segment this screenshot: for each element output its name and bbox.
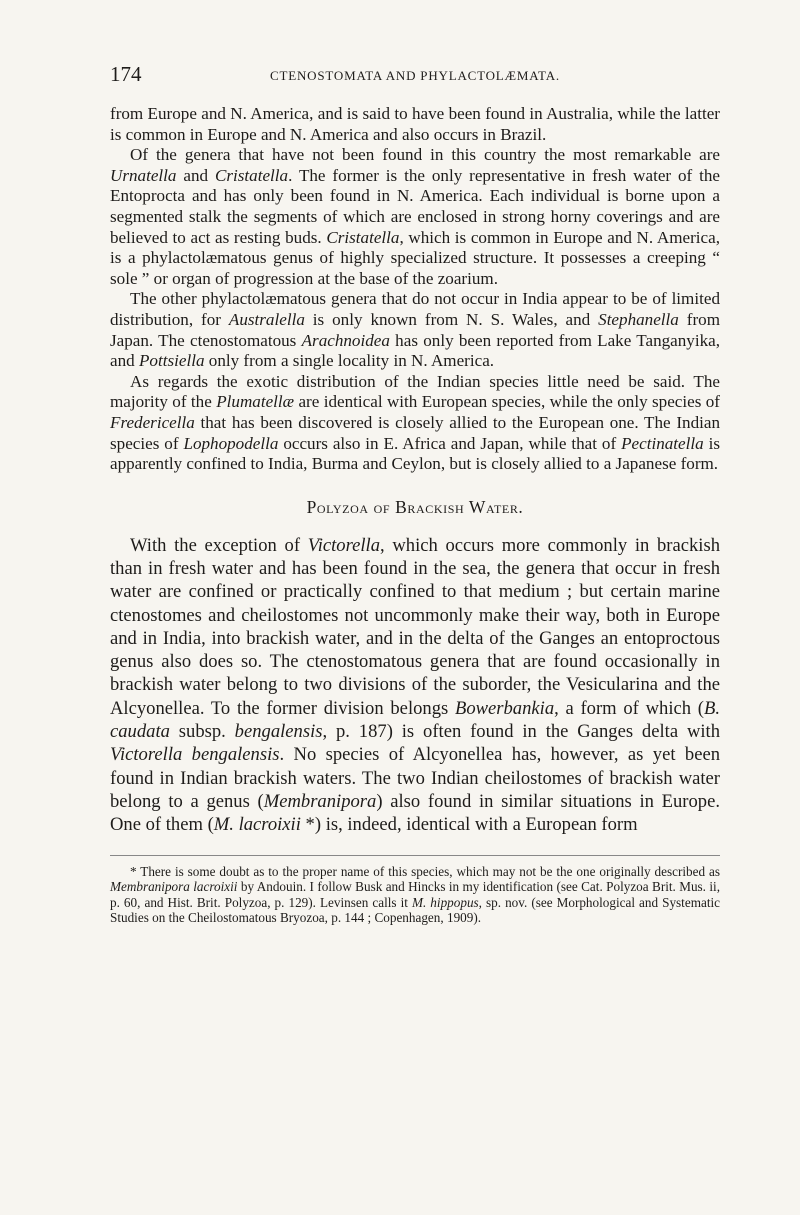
text-run: , a form of which ( [554, 697, 704, 719]
paragraph [110, 534, 720, 837]
italic-term: Fredericella [110, 412, 195, 432]
italic-term: bengalensis [234, 721, 323, 743]
footnote [110, 855, 720, 926]
text-run: occurs also in E. Africa and Japan, while that of [278, 433, 622, 453]
text-run: subsp. [169, 721, 235, 743]
italic-term: Stephanella [598, 309, 679, 329]
text-run: , which is common in Europe and N. America, is a phylactolæmatous genus of highly specialized structure. It possesses a creeping “ sole ” or organ of progression at the base of the zoarium. [110, 227, 720, 288]
body-text [110, 104, 720, 837]
paragraph [110, 372, 720, 475]
italic-term: Urnatella [110, 165, 177, 185]
paragraph [110, 145, 720, 289]
italic-term: Victorella bengalensis [110, 744, 280, 766]
italic-term: Membranipora lacroixii [110, 879, 238, 895]
text-run: that has been discovered is closely allied to the European one. The Indian species of [110, 412, 720, 453]
section-heading: Polyzoa of Brackish Water. [306, 496, 524, 517]
text-run: from Europe and N. America, and is said to have been found in Australia, while the latter is common in Europe and N. America and also occurs in Brazil. [110, 104, 720, 144]
text-run: ) also found in similar situations in Europe. One of them ( [110, 790, 720, 836]
text-run: are identical with European species, while the only species of [294, 392, 720, 412]
italic-term: Plumatellæ [216, 392, 295, 412]
text-run: Of the genera that have not been found in this country the most remarkable are [130, 145, 720, 165]
italic-term: Victorella [307, 534, 381, 556]
text-run: , which occurs more commonly in brackish than in fresh water and has been found in the sea, the genera that occur in fresh water are confined or practically confined to that medium ; but certain marine ctenostomes and cheilostomes not uncommonly make their way, both in Europe and in India, into brackish water, and in the delta of the Ganges an entoproctous genus also does so. The ctenostomatous genera that are found occasionally in brackish water belong to two divisions of the suborder, the Vesicularina and the Alcyonellea. To the former division belongs [110, 534, 721, 719]
text-run: is apparently confined to India, Burma and Ceylon, but is closely allied to a Japanese form. [110, 433, 720, 474]
text-run: . No species of Alcyonellea has, however, as yet been found in Indian brackish waters. The two Indian cheilostomes of brackish water belong to a genus ( [110, 744, 720, 812]
text-run: only from a single locality in N. America. [204, 351, 495, 371]
paragraph [110, 104, 720, 145]
text-run: is only known from N. S. Wales, and [304, 309, 599, 329]
page-header [110, 60, 720, 94]
italic-term: Pectinatella [621, 433, 704, 453]
paragraph [110, 289, 720, 371]
text-run: With the exception of [130, 534, 308, 556]
text-run: and [176, 165, 215, 185]
text-run: As regards the exotic distribution of the Indian species little need be said. The majority of the [110, 371, 720, 412]
italic-term: Pottsiella [138, 351, 205, 371]
italic-term: Arachnoidea [301, 330, 390, 350]
book-page [110, 60, 720, 926]
text-run: from Japan. The ctenostomatous [110, 309, 720, 350]
text-run: by Andouin. I follow Busk and Hincks in my identification (see Cat. Polyzoa Brit. Mus. ii, p. 60, and Hist. Brit. Polyzoa, p. 129). Levinsen calls it [110, 879, 721, 910]
italic-term: Lophopodella [183, 433, 279, 453]
page-number: 174 [110, 62, 142, 86]
italic-term: B. caudata [110, 697, 720, 743]
italic-term: Cristatella [326, 227, 400, 247]
italic-term: Cristatella [214, 165, 289, 185]
text-run: , p. 187) is often found in the Ganges delta with [322, 721, 720, 743]
italic-term: M. lacroixii [213, 814, 301, 836]
text-run: . The former is the only representative in fresh water of the Entoprocta and has only been found in N. America. Each individual is borne upon a segmented stalk the segments of which are enclosed in strong horny coverings and are believed to act as resting buds. [110, 165, 721, 247]
running-head: CTENOSTOMATA AND PHYLACTOLÆMATA. [270, 68, 560, 83]
text-run: * There is some doubt as to the proper name of this species, which may not be the one originally described as [130, 863, 720, 879]
italic-term: Membranipora [263, 790, 377, 812]
italic-term: Bowerbankia [454, 697, 555, 719]
italic-term: Australella [228, 309, 305, 329]
text-run: The other phylactolæmatous genera that do not occur in India appear to be of limited distribution, for [110, 289, 720, 329]
italic-term: M. hippopus [411, 894, 479, 910]
text-run: has only been reported from Lake Tanganyika, and [110, 330, 721, 371]
text-run: , sp. nov. (see Morphological and Systematic Studies on the Cheilostomatous Bryozoa, p. 144 ; Copenhagen, 1909). [110, 894, 720, 926]
text-run: *) is, indeed, identical with a European form [300, 814, 638, 836]
